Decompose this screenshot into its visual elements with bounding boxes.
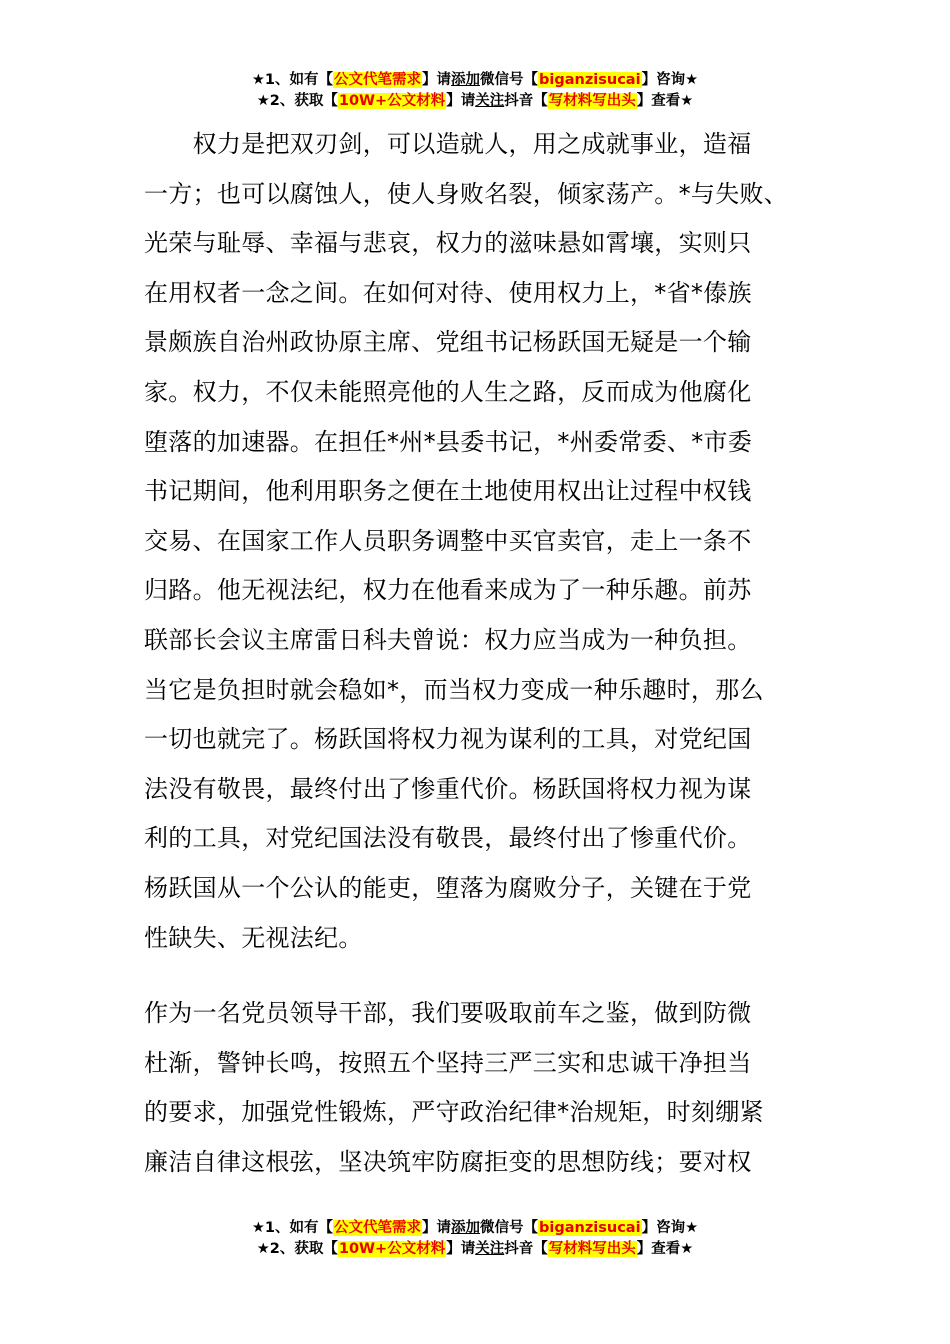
header-banner [0, 70, 950, 112]
banner-text: ★2、获取【 [256, 93, 338, 109]
banner-text: 微信号【 [480, 72, 539, 88]
text-line: 作为一名党员领导干部，我们要吸取前车之鉴，做到防微 [144, 999, 752, 1027]
banner-text: 】咨询★ [641, 1220, 699, 1236]
highlight-service: 公文代笔需求 [334, 72, 422, 88]
highlight-douyin-id: 写材料写出头 [548, 1241, 636, 1257]
highlight-service: 公文代笔需求 [334, 1220, 422, 1236]
underlined-text: 添加 [451, 1220, 481, 1236]
highlight-douyin-id: 写材料写出头 [548, 93, 636, 109]
text-line: 一方；也可以腐蚀人，使人身败名裂，倾家荡产。*与失败、 [144, 179, 789, 208]
text-line: 光荣与耻辱、幸福与悲哀，权力的滋味悬如霄壤，实则只 [144, 229, 752, 258]
banner-line-1 [0, 1218, 950, 1239]
text-line: 联部长会议主席雷日科夫曾说：权力应当成为一种负担。 [144, 625, 752, 654]
text-line: 杨跃国从一个公认的能吏，堕落为腐败分子，关键在于党 [144, 873, 752, 902]
banner-text: ★1、如有【 [251, 72, 334, 88]
banner-text: 】查看★ [636, 93, 694, 109]
underlined-text: 关注 [475, 1241, 505, 1257]
text-line: 一切也就完了。杨跃国将权力视为谋利的工具，对党纪国 [144, 725, 752, 754]
banner-text: 】查看★ [636, 1241, 694, 1257]
banner-text: 】请 [422, 1220, 452, 1236]
banner-text: 】请 [422, 72, 452, 88]
body-paragraph-2 [144, 989, 819, 1187]
highlight-materials: 10W+公文材料 [338, 1241, 446, 1257]
banner-text: 】咨询★ [641, 72, 699, 88]
banner-line-2 [0, 1239, 950, 1260]
text-line: 交易、在国家工作人员职务调整中买官卖官，走上一条不 [144, 526, 752, 555]
text-line: 廉洁自律这根弦，坚决筑牢防腐拒变的思想防线；要对权 [144, 1147, 752, 1176]
footer-banner [0, 1218, 950, 1260]
text-line: 堕落的加速器。在担任*州*县委书记，*州委常委、*市委 [144, 427, 753, 456]
text-line: 书记期间，他利用职务之便在土地使用权出让过程中权钱 [144, 477, 752, 506]
text-line: 在用权者一念之间。在如何对待、使用权力上，*省*傣族 [144, 278, 752, 307]
banner-text: 抖音【 [504, 93, 548, 109]
text-line: 性缺失、无视法纪。 [144, 923, 363, 952]
text-line: 归路。他无视法纪，权力在他看来成为了一种乐趣。前苏 [144, 576, 752, 605]
text-line: 利的工具，对党纪国法没有敬畏，最终付出了惨重代价。 [144, 824, 752, 853]
text-line: 的要求，加强党性锻炼，严守政治纪律*治规矩，时刻绷紧 [144, 1098, 764, 1127]
text-line: 家。权力，不仅未能照亮他的人生之路，反而成为他腐化 [144, 377, 752, 406]
highlight-materials: 10W+公文材料 [338, 93, 446, 109]
banner-line-2 [0, 91, 950, 112]
highlight-wechat-id: biganzisucai [539, 72, 641, 88]
text-line: 当它是负担时就会稳如*，而当权力变成一种乐趣时，那么 [144, 675, 764, 704]
banner-text: ★1、如有【 [251, 1220, 334, 1236]
banner-text: 】请 [446, 93, 476, 109]
body-paragraph-1 [144, 120, 819, 963]
underlined-text: 添加 [451, 72, 481, 88]
banner-text: 】请 [446, 1241, 476, 1257]
text-line: 法没有敬畏，最终付出了惨重代价。杨跃国将权力视为谋 [144, 774, 752, 803]
underlined-text: 关注 [475, 93, 505, 109]
highlight-wechat-id: biganzisucai [539, 1220, 641, 1236]
banner-text: 微信号【 [480, 1220, 539, 1236]
text-line: 景颇族自治州政协原主席、党组书记杨跃国无疑是一个输 [144, 328, 752, 357]
banner-text: ★2、获取【 [256, 1241, 338, 1257]
text-line: 权力是把双刃剑，可以造就人，用之成就事业，造福 [144, 130, 752, 158]
banner-text: 抖音【 [504, 1241, 548, 1257]
banner-line-1 [0, 70, 950, 91]
text-line: 杜渐，警钟长鸣，按照五个坚持三严三实和忠诚干净担当 [144, 1048, 752, 1077]
